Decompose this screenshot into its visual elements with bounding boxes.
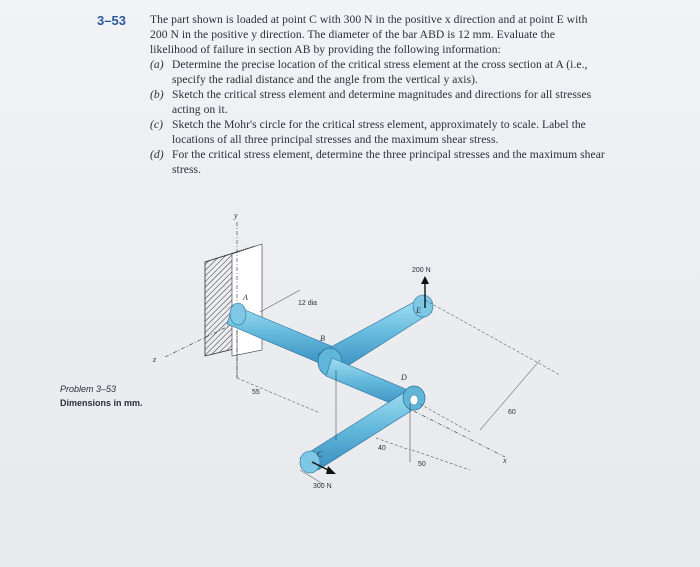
problem-number: 3–53	[97, 13, 126, 28]
arm-lower	[300, 386, 425, 473]
load-c-label: 300 N	[313, 483, 332, 490]
item-label-d: (d)	[150, 148, 164, 161]
dim-40-label: 40	[378, 445, 386, 452]
item-text-d: For the critical stress element, determine the three principal stresses and the maximum shear stress.	[172, 148, 605, 176]
item-label-c: (c)	[150, 118, 164, 131]
dim-50-label: 50	[418, 461, 426, 468]
problem-intro: The part shown is loaded at point C with 300 N in the positive x direction and at point E with 200 N in the positive y direction. The diameter of the bar ABD is 12 mm. Evaluate the likelihood of failure in section AB by providing the following information:	[150, 13, 588, 56]
fixed-wall	[205, 244, 262, 356]
dim-55-label: 55	[252, 389, 260, 396]
item-text-b: Sketch the critical stress element and determine magnitudes and directions for all stresses acting on it.	[172, 88, 592, 116]
axis-y-label: y	[234, 211, 238, 220]
item-label-a: (a)	[150, 58, 164, 71]
axis-x-label: x	[503, 456, 507, 465]
caption-problem: Problem 3–53	[60, 384, 117, 394]
item-label-b: (b)	[150, 88, 164, 101]
point-a-label: A	[243, 293, 248, 302]
dim-60-label: 60	[508, 409, 516, 416]
axis-z-label: z	[153, 355, 157, 364]
point-d-label: D	[401, 373, 407, 382]
point-e-label: E	[416, 306, 421, 315]
point-c-label: C	[317, 450, 323, 459]
item-text-c: Sketch the Mohr's circle for the critical stress element, approximately to scale. Label the locations of all three principal stresses and the maximum shear stress.	[172, 118, 586, 146]
diameter-label: 12 dia	[298, 300, 318, 307]
load-e-label: 200 N	[412, 267, 431, 274]
caption-dimensions: Dimensions in mm.	[60, 398, 143, 408]
point-b-label: B	[320, 334, 325, 343]
item-text-a: Determine the precise location of the critical stress element at the cross section at A (i.e., specify the radial distance and the angle from the vertical y axis).	[172, 58, 588, 86]
